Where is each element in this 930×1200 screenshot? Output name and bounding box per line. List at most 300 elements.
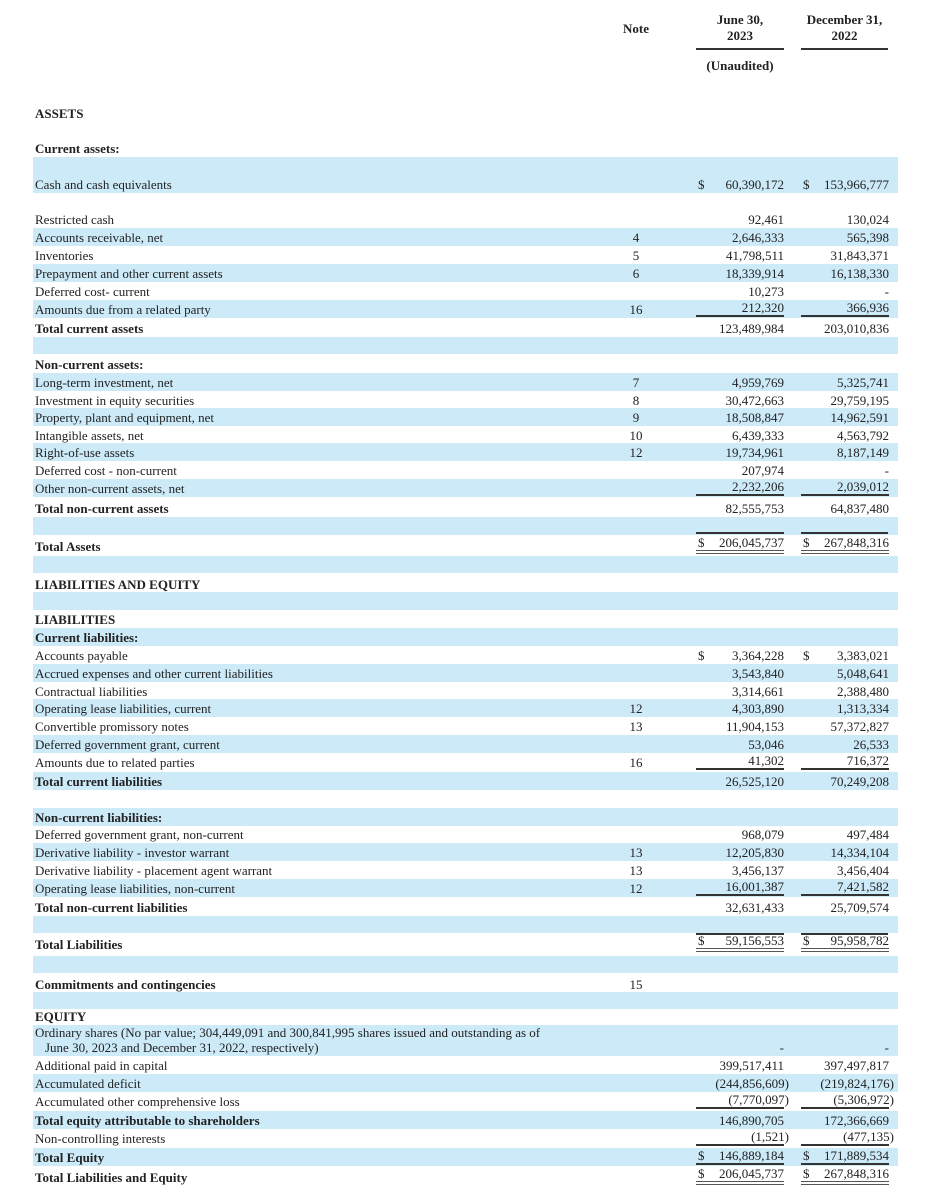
table-row <box>33 300 898 318</box>
row-label-text: Operating lease liabilities, current <box>35 701 212 716</box>
amount: 3,314,661 <box>732 684 784 699</box>
value-dec-2022 <box>801 878 889 896</box>
amount: 130,024 <box>846 212 889 227</box>
row-label <box>35 1150 104 1165</box>
row-label <box>35 1009 86 1024</box>
dollar-sign: $ <box>803 1148 810 1163</box>
table-row <box>33 898 898 916</box>
table-row <box>33 753 898 771</box>
amount: 92,461 <box>748 212 784 227</box>
table-row <box>33 825 898 843</box>
value-june-2023 <box>696 374 784 390</box>
table-row <box>33 355 898 373</box>
value-june-2023 <box>696 1091 789 1109</box>
amount: 70,249,208 <box>830 774 889 789</box>
row-band <box>33 992 898 1009</box>
value-june-2023 <box>696 736 784 752</box>
note-ref: 12 <box>629 881 643 896</box>
value-dec-2022 <box>801 899 889 915</box>
value-dec-2022 <box>801 320 889 336</box>
row-label <box>35 648 128 663</box>
row-label <box>35 719 189 734</box>
amount: (5,306,972) <box>833 1092 894 1107</box>
amount: - <box>779 1040 784 1055</box>
row-label-text: Restricted cash <box>35 212 115 227</box>
row-label-text: Investment in equity securities <box>35 393 195 408</box>
amount: 60,390,172 <box>725 177 784 192</box>
row-label-text: Deferred government grant, current <box>35 737 220 752</box>
row-label-text: Accumulated deficit <box>35 1076 141 1091</box>
value-june-2023 <box>696 478 784 496</box>
table-row <box>33 1056 898 1074</box>
row-label-text: LIABILITIES AND EQUITY <box>35 577 201 592</box>
table-row <box>33 772 898 790</box>
value-june-2023 <box>696 265 784 281</box>
value-dec-2022 <box>801 500 889 516</box>
table-row <box>33 479 898 497</box>
amount: 366,936 <box>846 300 889 315</box>
amount: 267,848,316 <box>824 535 889 550</box>
table-row <box>33 628 898 646</box>
value-june-2023 <box>696 1075 789 1091</box>
value-june-2023 <box>696 683 784 699</box>
row-label-text: Current liabilities: <box>35 630 139 645</box>
value-june-2023 <box>696 299 784 317</box>
note-ref: 13 <box>629 845 643 860</box>
row-label <box>35 463 177 478</box>
amount: 716,372 <box>846 753 889 768</box>
value-june-2023 <box>696 826 784 842</box>
row-label-text: Right-of-use assets <box>35 445 135 460</box>
row-label <box>35 177 172 192</box>
row-label-text: Prepayment and other current assets <box>35 266 223 281</box>
amount: 123,489,984 <box>719 321 784 336</box>
row-label <box>35 863 272 878</box>
row-label <box>35 630 138 645</box>
dollar-sign: $ <box>803 933 810 948</box>
row-label-text: Deferred cost - non-current <box>35 463 177 478</box>
row-label-text: Derivative liability - placement agent warrant <box>35 863 273 878</box>
amount: 399,517,411 <box>719 1058 784 1073</box>
value-dec-2022 <box>801 1165 889 1185</box>
amount: 5,048,641 <box>837 666 889 681</box>
value-june-2023 <box>696 773 784 789</box>
row-label <box>35 410 214 425</box>
table-row <box>33 861 898 879</box>
row-label <box>35 106 83 121</box>
value-dec-2022 <box>801 229 889 245</box>
value-june-2023 <box>696 320 784 336</box>
table-row <box>33 499 898 517</box>
dollar-sign: $ <box>698 933 705 948</box>
row-label-text: Total Liabilities and Equity <box>35 1170 188 1185</box>
note-ref: 4 <box>632 230 640 245</box>
row-label <box>35 900 187 915</box>
value-dec-2022 <box>801 283 889 299</box>
amount: (219,824,176) <box>820 1076 894 1091</box>
row-label-text: Amounts due from a related party <box>35 302 211 317</box>
value-june-2023 <box>696 500 784 516</box>
amount: (244,856,609) <box>715 1076 789 1091</box>
row-label-text: Ordinary shares (No par value; 304,449,091 and 300,841,995 shares issued and outstanding as of <box>35 1025 541 1040</box>
amount: 212,320 <box>741 300 784 315</box>
value-dec-2022 <box>801 932 889 952</box>
table-row <box>33 373 898 391</box>
value-dec-2022 <box>801 462 889 478</box>
value-june-2023 <box>696 427 784 443</box>
row-label-text: Total equity attributable to shareholders <box>35 1113 260 1128</box>
row-label <box>35 230 163 245</box>
dollar-sign: $ <box>698 648 705 663</box>
amount: 14,334,104 <box>830 845 889 860</box>
amount: 29,759,195 <box>830 393 889 408</box>
amount: 4,959,769 <box>732 375 784 390</box>
value-dec-2022 <box>801 1147 889 1165</box>
note-column-header: Note <box>623 21 649 36</box>
value-dec-2022 <box>801 211 889 227</box>
amount: 30,472,663 <box>725 393 784 408</box>
value-dec-2022 <box>801 392 889 408</box>
table-row <box>33 575 898 593</box>
table-row <box>33 808 898 826</box>
row-label-text: Accounts receivable, net <box>35 230 164 245</box>
value-dec-2022 <box>801 683 889 699</box>
row-label-text: Total Liabilities <box>35 937 123 952</box>
value-june-2023 <box>696 444 784 460</box>
amount: (7,770,097) <box>728 1092 789 1107</box>
amount: 146,890,705 <box>719 1113 784 1128</box>
row-label <box>35 141 120 156</box>
table-row <box>33 426 898 444</box>
amount: - <box>884 1040 889 1055</box>
row-band <box>33 337 898 354</box>
row-label-text: Total current assets <box>35 321 144 336</box>
dollar-sign: $ <box>698 1148 705 1163</box>
table-row <box>33 682 898 700</box>
value-dec-2022 <box>801 773 889 789</box>
table-row <box>33 699 898 717</box>
value-june-2023 <box>696 665 784 681</box>
dollar-sign: $ <box>803 177 810 192</box>
table-row <box>33 461 898 479</box>
table-row <box>33 879 898 897</box>
amount: 4,563,792 <box>837 428 889 443</box>
value-june-2023 <box>696 844 784 860</box>
amount: 153,966,777 <box>824 177 889 192</box>
row-label <box>35 248 93 263</box>
row-label <box>35 612 115 627</box>
row-label-text: Total non-current assets <box>35 501 169 516</box>
row-label-text: Property, plant and equipment, net <box>35 410 214 425</box>
row-label-text: ASSETS <box>35 106 84 121</box>
row-label <box>35 481 184 496</box>
value-june-2023 <box>696 1112 784 1128</box>
note-ref: 16 <box>629 302 643 317</box>
value-june-2023 <box>696 700 784 716</box>
col2-header-line1: December 31, <box>806 12 883 27</box>
row-label <box>35 212 114 227</box>
value-june-2023 <box>696 862 784 878</box>
row-label-text: Accounts payable <box>35 648 128 663</box>
row-band <box>33 956 898 973</box>
amount: 26,525,120 <box>725 774 784 789</box>
note-ref: 7 <box>632 375 640 390</box>
value-june-2023 <box>696 1039 784 1055</box>
row-label <box>35 774 162 789</box>
value-dec-2022 <box>801 826 889 842</box>
row-label-text: Derivative liability - investor warrant <box>35 845 230 860</box>
table-row <box>33 717 898 735</box>
row-label-text: Intangible assets, net <box>35 428 144 443</box>
row-label <box>35 845 229 860</box>
table-row <box>33 408 898 426</box>
row-label <box>35 321 143 336</box>
table-row <box>33 210 898 228</box>
column-header-june-2023 <box>696 12 784 50</box>
value-dec-2022 <box>801 844 889 860</box>
value-june-2023 <box>696 1165 784 1185</box>
row-label <box>35 1094 240 1109</box>
dollar-sign: $ <box>803 648 810 663</box>
table-row <box>33 139 898 157</box>
table-row <box>33 264 898 282</box>
amount: 18,508,847 <box>725 410 784 425</box>
col2-header-line2: 2022 <box>831 28 858 43</box>
value-june-2023 <box>696 932 784 952</box>
amount: 12,205,830 <box>725 845 784 860</box>
amount: 171,889,534 <box>824 1148 889 1163</box>
value-june-2023 <box>696 647 784 663</box>
value-dec-2022 <box>801 1057 889 1073</box>
row-label-text: Non-current liabilities: <box>35 810 163 825</box>
table-row <box>33 664 898 682</box>
value-june-2023 <box>696 229 784 245</box>
value-june-2023 <box>696 878 784 896</box>
value-dec-2022 <box>801 409 889 425</box>
value-june-2023 <box>696 462 784 478</box>
amount: 4,303,890 <box>732 701 784 716</box>
amount: 25,709,574 <box>830 900 889 915</box>
amount: 6,439,333 <box>732 428 784 443</box>
table-row <box>33 935 898 953</box>
amount: 41,798,511 <box>725 248 784 263</box>
row-label-text: Additional paid in capital <box>35 1058 168 1073</box>
row-label <box>35 1113 260 1128</box>
amount: 7,421,582 <box>837 879 889 894</box>
amount: 146,889,184 <box>719 1148 784 1163</box>
table-row <box>33 1092 898 1110</box>
value-dec-2022 <box>801 265 889 281</box>
note-ref: 13 <box>629 719 643 734</box>
amount: 14,962,591 <box>830 410 889 425</box>
table-row <box>33 610 898 628</box>
row-label <box>35 357 143 372</box>
amount: 203,010,836 <box>824 321 889 336</box>
table-row <box>33 735 898 753</box>
amount: 18,339,914 <box>725 266 784 281</box>
value-dec-2022 <box>801 374 889 390</box>
table-row <box>33 843 898 861</box>
amount: 3,364,228 <box>732 648 784 663</box>
table-row <box>33 1148 898 1166</box>
note-ref: 6 <box>632 266 640 281</box>
value-dec-2022 <box>801 665 889 681</box>
amount: 26,533 <box>853 737 889 752</box>
dollar-sign: $ <box>698 1166 705 1181</box>
row-label <box>35 1170 187 1185</box>
row-label-text: Non-current assets: <box>35 357 144 372</box>
amount: 5,325,741 <box>837 375 889 390</box>
row-label-text: EQUITY <box>35 1009 87 1024</box>
value-dec-2022 <box>801 1039 889 1055</box>
amount: 2,646,333 <box>732 230 784 245</box>
col1-header-line1: June 30, <box>716 12 764 27</box>
amount: 32,631,433 <box>725 900 784 915</box>
value-june-2023 <box>696 283 784 299</box>
table-row <box>33 646 898 664</box>
row-label <box>35 1025 540 1055</box>
dollar-sign: $ <box>803 535 810 550</box>
amount: 172,366,669 <box>824 1113 889 1128</box>
row-label-text: Total current liabilities <box>35 774 163 789</box>
table-row <box>33 443 898 461</box>
amount: 95,958,782 <box>830 933 889 948</box>
note-ref: 12 <box>629 701 643 716</box>
amount: 206,045,737 <box>719 1166 784 1181</box>
value-june-2023 <box>696 752 784 770</box>
value-dec-2022 <box>801 1075 894 1091</box>
note-ref: 5 <box>632 248 640 263</box>
value-dec-2022 <box>801 427 889 443</box>
row-label <box>35 445 134 460</box>
row-label <box>35 375 173 390</box>
value-june-2023 <box>696 1147 784 1165</box>
amount: 2,388,480 <box>837 684 889 699</box>
table-row <box>33 228 898 246</box>
row-label <box>35 666 273 681</box>
row-label-text: Cash and cash equivalents <box>35 177 172 192</box>
amount: 267,848,316 <box>824 1166 889 1181</box>
amount: 565,398 <box>846 230 889 245</box>
amount: (1,521) <box>751 1129 789 1144</box>
table-row <box>33 246 898 264</box>
amount: (477,135) <box>843 1129 894 1144</box>
value-dec-2022 <box>801 1091 894 1109</box>
amount: 2,232,206 <box>732 479 784 494</box>
row-label <box>35 501 169 516</box>
row-label-text: Contractual liabilities <box>35 684 148 699</box>
row-band <box>33 592 898 610</box>
value-dec-2022 <box>801 700 889 716</box>
amount: 16,138,330 <box>830 266 889 281</box>
note-ref: 16 <box>629 755 643 770</box>
row-label-text: Long-term investment, net <box>35 375 174 390</box>
value-june-2023 <box>696 718 784 734</box>
row-label <box>35 937 122 952</box>
note-ref: 12 <box>629 445 643 460</box>
row-label <box>35 393 194 408</box>
row-label <box>35 577 200 592</box>
amount: 3,543,840 <box>732 666 784 681</box>
row-label <box>35 755 195 770</box>
dollar-sign: $ <box>698 535 705 550</box>
amount: 11,904,153 <box>725 719 784 734</box>
amount: 10,273 <box>748 284 784 299</box>
amount: 53,046 <box>748 737 784 752</box>
table-row <box>33 282 898 300</box>
amount: 968,079 <box>741 827 784 842</box>
amount: - <box>884 463 889 478</box>
col1-header-line2: 2023 <box>727 28 753 43</box>
value-dec-2022 <box>801 862 889 878</box>
row-label-text: Other non-current assets, net <box>35 481 185 496</box>
table-row <box>33 975 898 993</box>
amount: 16,001,387 <box>725 879 784 894</box>
value-june-2023 <box>696 392 784 408</box>
table-row <box>33 1129 898 1147</box>
value-june-2023 <box>696 176 784 192</box>
amount: 8,187,149 <box>837 445 889 460</box>
note-ref: 15 <box>629 977 643 992</box>
value-dec-2022 <box>801 1112 889 1128</box>
table-row <box>33 1009 898 1025</box>
value-june-2023 <box>696 1057 784 1073</box>
value-june-2023 <box>696 409 784 425</box>
row-label <box>35 302 211 317</box>
amount: 82,555,753 <box>725 501 784 516</box>
amount: 59,156,553 <box>725 933 784 948</box>
amount: 1,313,334 <box>837 701 889 716</box>
amount: - <box>884 284 889 299</box>
note-ref: 13 <box>629 863 643 878</box>
row-label-text: Non-controlling interests <box>35 1131 166 1146</box>
amount: 64,837,480 <box>830 501 889 516</box>
row-label-text-cont: June 30, 2023 and December 31, 2022, respectively) <box>45 1040 319 1055</box>
value-june-2023 <box>696 899 784 915</box>
row-label <box>35 1131 165 1146</box>
value-dec-2022 <box>801 444 889 460</box>
row-label-text: Accumulated other comprehensive loss <box>35 1094 240 1109</box>
amount: 3,456,404 <box>837 863 889 878</box>
table-row <box>33 391 898 409</box>
value-dec-2022 <box>801 647 889 663</box>
row-label <box>35 881 235 896</box>
note-ref: 10 <box>629 428 643 443</box>
table-row <box>33 1168 898 1186</box>
dollar-sign: $ <box>803 1166 810 1181</box>
row-label <box>35 266 223 281</box>
row-label <box>35 539 101 554</box>
value-dec-2022 <box>801 752 889 770</box>
value-dec-2022 <box>801 534 889 554</box>
row-band <box>33 916 898 933</box>
row-label-text: Deferred cost- current <box>35 284 150 299</box>
note-ref: 9 <box>632 410 640 425</box>
row-label-text: Deferred government grant, non-current <box>35 827 244 842</box>
row-label-text: Operating lease liabilities, non-current <box>35 881 235 896</box>
amount: 207,974 <box>741 463 784 478</box>
amount: 19,734,961 <box>725 445 784 460</box>
row-label-text: Total non-current liabilities <box>35 900 188 915</box>
value-dec-2022 <box>801 1128 894 1146</box>
amount: 397,497,817 <box>824 1058 889 1073</box>
value-dec-2022 <box>801 299 889 317</box>
table-row <box>33 175 898 193</box>
amount: 206,045,737 <box>719 535 784 550</box>
row-label <box>35 737 220 752</box>
value-dec-2022 <box>801 176 889 192</box>
value-june-2023 <box>696 1128 789 1146</box>
